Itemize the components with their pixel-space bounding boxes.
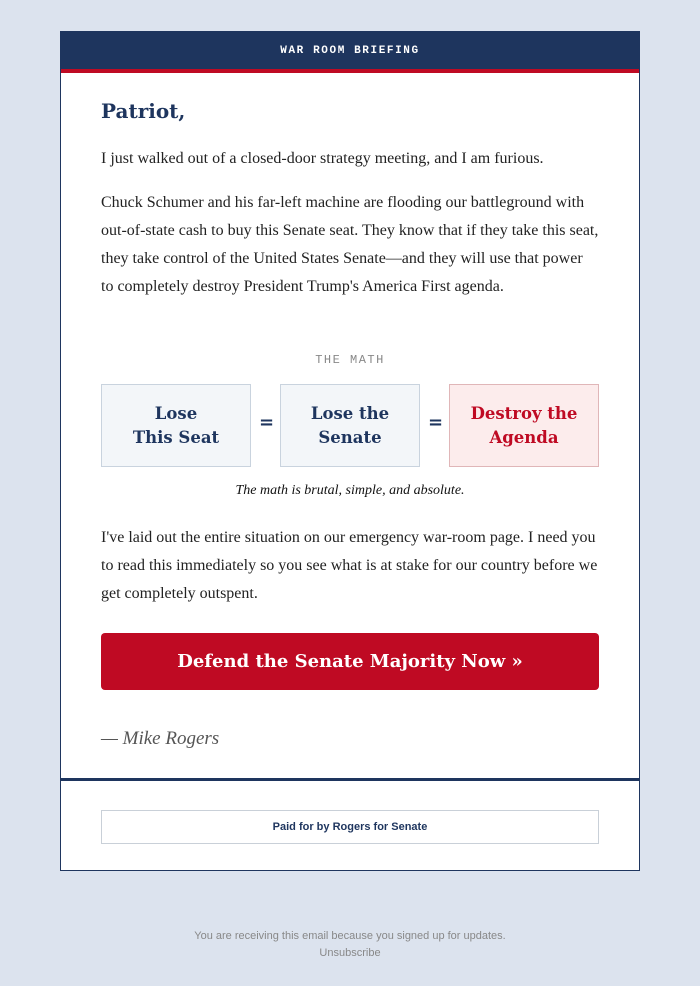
body-paragraph: Chuck Schumer and his far-left machine are flooding our battleground with out-of-state cash to buy this Senate seat. They know that if they take this seat, they take control of the United States Senate—and they will use that power to completely destroy President Trump's America First agenda. [101, 194, 599, 295]
math-equation [101, 384, 599, 467]
unsubscribe-link[interactable]: Unsubscribe [319, 947, 381, 959]
footer-divider [61, 778, 639, 781]
defend-senate-button[interactable]: Defend the Senate Majority Now » [101, 633, 599, 690]
math-label: THE MATH [315, 353, 385, 367]
header-title: WAR ROOM BRIEFING [280, 44, 420, 57]
equals-sign: = [428, 412, 444, 433]
greeting: Patriot, [101, 99, 186, 123]
paid-for-disclaimer: Paid for by Rogers for Senate [101, 810, 599, 844]
intro-paragraph: I just walked out of a closed-door strategy meeting, and I am furious. [101, 150, 544, 167]
math-box-destroy-agenda: Destroy the Agenda [449, 384, 599, 467]
math-box-lose-seat: Lose This Seat [101, 384, 251, 467]
email-header [61, 32, 639, 73]
call-paragraph: I've laid out the entire situation on our emergency war-room page. I need you to read this immediately so you see what is at stake for our country before we get completely outspent. [101, 529, 598, 602]
subscription-notice: You are receiving this email because you signed up for updates. [194, 930, 506, 942]
math-box-lose-senate: Lose the Senate [280, 384, 420, 467]
math-caption: The math is brutal, simple, and absolute. [235, 483, 465, 498]
email-card [60, 31, 640, 871]
signature: — Mike Rogers [101, 728, 220, 749]
email-footer [0, 928, 700, 962]
equals-sign: = [259, 412, 275, 433]
